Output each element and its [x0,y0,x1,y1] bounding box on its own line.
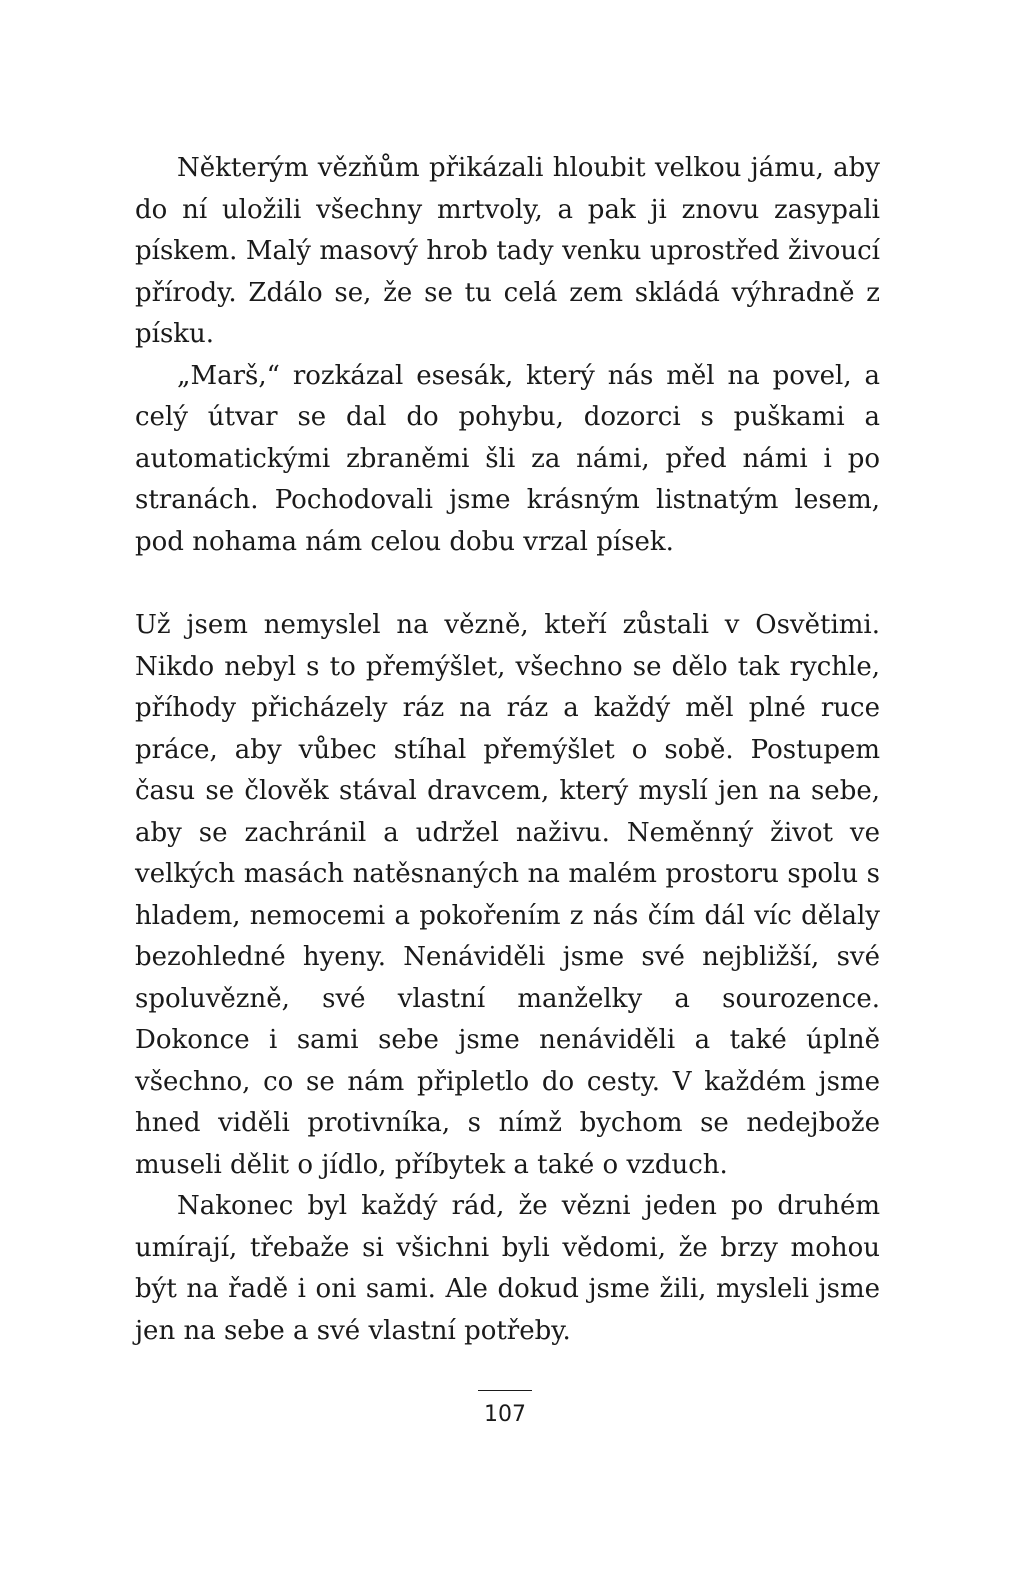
paragraph: „Marš,“ rozkázal esesák, který nás měl na povel, a celý útvar se dal do pohybu, dozorci s puškami a automatickými zbraněmi šli za námi, před námi i po stranách. Pochodovali jsme krásným listnatým lesem, pod nohama nám celou dobu vrzal písek. [135,360,880,557]
paragraph: Nakonec byl každý rád, že vězni jeden po druhém umírají, třebaže si všichni byli vědomi, že brzy mohou být na řadě i oni sami. Ale dokud jsme žili, mysleli jsme jen na sebe a své vlastní potřeby. [135,1191,880,1346]
paragraph: Už jsem nemyslel na vězně, kteří zůstali v Osvětimi. Nikdo nebyl s to přemýšlet, všechno se dělo tak rychle, příhody přicházely ráz na ráz a každý měl plné ruce práce, aby vůbec stíhal přemýšlet o sobě. Postupem času se člověk stával dravcem, který myslí jen na sebe, aby se zachránil a udržel naživu. Neměnný život ve velkých masách natěsnaných na malém prostoru spolu s hladem, nemocemi a pokořením z nás čím dál víc dělaly bezohledné hyeny. Nenáviděli jsme své nejbližší, své spoluvězně, své vlastní manželky a sourozence. Dokonce i sami sebe jsme nenáviděli a také úplně všechno, co se nám připletlo do cesty. V každém jsme hned viděli protivníka, s nímž bychom se nedejbože museli dělit o jídlo, příbytek a také o vzduch. [135,610,880,1180]
footer-divider [478,1390,532,1391]
paragraph: Některým vězňům přikázali hloubit velkou jámu, aby do ní uložili všechny mrtvoly, a pak ji znovu zasypali pískem. Malý masový hrob tady venku uprostřed živoucí přírody. Zdálo se, že se tu celá zem skládá výhradně z písku. [135,153,880,349]
text-section-2 [135,605,880,1352]
text-section-1 [135,148,880,563]
page-number: 107 [484,1402,526,1427]
